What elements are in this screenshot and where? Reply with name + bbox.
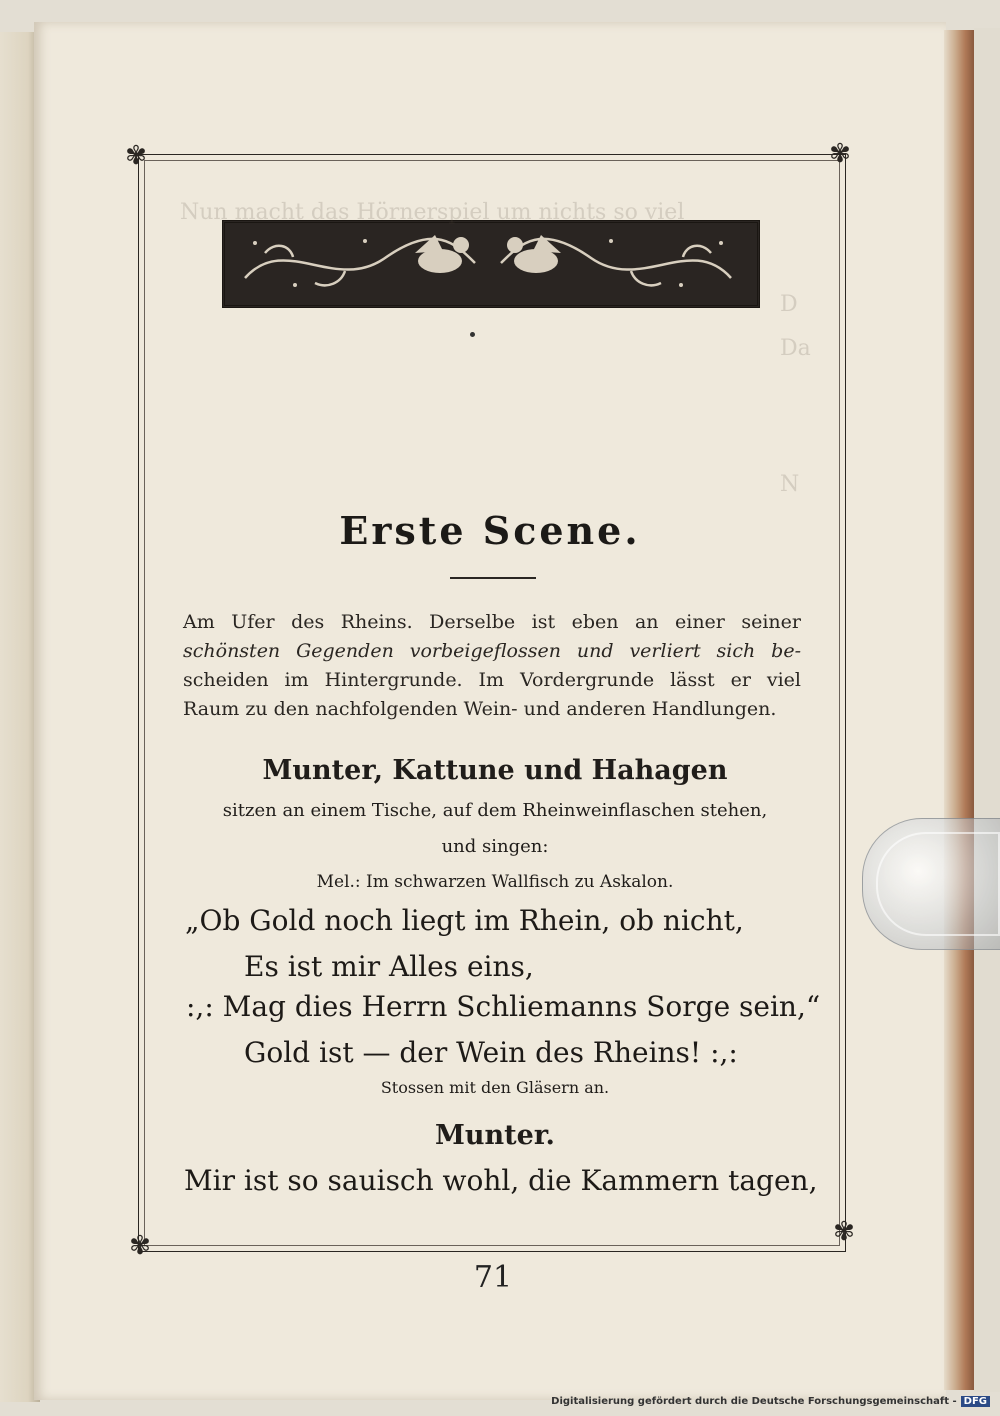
bleed-through: Da — [780, 336, 811, 361]
ornamental-headpiece — [222, 220, 760, 308]
page-number: 71 — [473, 1260, 513, 1295]
scene-title: Erste Scene. — [339, 508, 641, 553]
bleed-through: D — [780, 292, 798, 317]
stage-direction-line: Raum zu den nachfolgenden Wein- und anderen Handlungen. — [183, 698, 777, 720]
speaker-name: Munter. — [435, 1120, 555, 1151]
stage-direction-line: scheiden im Hintergrunde. Im Vordergrunde lässt er viel — [183, 669, 801, 691]
title-rule — [450, 577, 536, 579]
stage-direction-action: Stossen mit den Gläsern an. — [380, 1078, 610, 1097]
stage-direction-sitzen: sitzen an einem Tische, auf dem Rheinweinflaschen stehen, — [222, 800, 768, 821]
credit-text: Digitalisierung gefördert durch die Deutsche Forschungsgemeinschaft - — [551, 1396, 957, 1407]
corner-ornament-icon: ✾ — [829, 139, 851, 169]
melody-note: Mel.: Im schwarzen Wallfisch zu Askalon. — [316, 872, 674, 892]
stage-direction-line: schönsten Gegenden vorbeigeflossen und verliert sich be- — [183, 640, 801, 662]
digitization-credit — [551, 1396, 990, 1407]
stage-direction-singen: und singen: — [441, 836, 549, 857]
corner-ornament-icon: ✾ — [833, 1217, 855, 1247]
book-spine-edge — [944, 30, 974, 1390]
character-names: Munter, Kattune und Hahagen — [262, 755, 728, 786]
dfg-logo-icon: DFG — [961, 1396, 990, 1407]
page-clip-highlight — [876, 832, 1000, 936]
verse-line: Es ist mir Alles eins, — [244, 950, 534, 983]
verse-line: „Ob Gold noch liegt im Rhein, ob nicht, — [185, 904, 744, 937]
speck — [470, 332, 475, 337]
bleed-through: N — [780, 472, 800, 497]
bleed-through: Nun macht das Hörnerspiel um nichts so viel — [180, 200, 685, 225]
griffin-ornament-icon — [225, 223, 751, 299]
corner-ornament-icon: ✾ — [125, 141, 147, 171]
verse-line: Gold ist — der Wein des Rheins! :,: — [244, 1036, 738, 1069]
stage-direction-line: Am Ufer des Rheins. Derselbe ist eben an einer seiner — [183, 611, 801, 633]
speech-line: Mir ist so sauisch wohl, die Kammern tagen, — [184, 1164, 818, 1197]
scan-margin — [974, 28, 1000, 1392]
verse-line: :,: Mag dies Herrn Schliemanns Sorge sein,“ — [186, 990, 821, 1023]
corner-ornament-icon: ✾ — [129, 1231, 151, 1261]
stage-direction — [183, 608, 801, 724]
